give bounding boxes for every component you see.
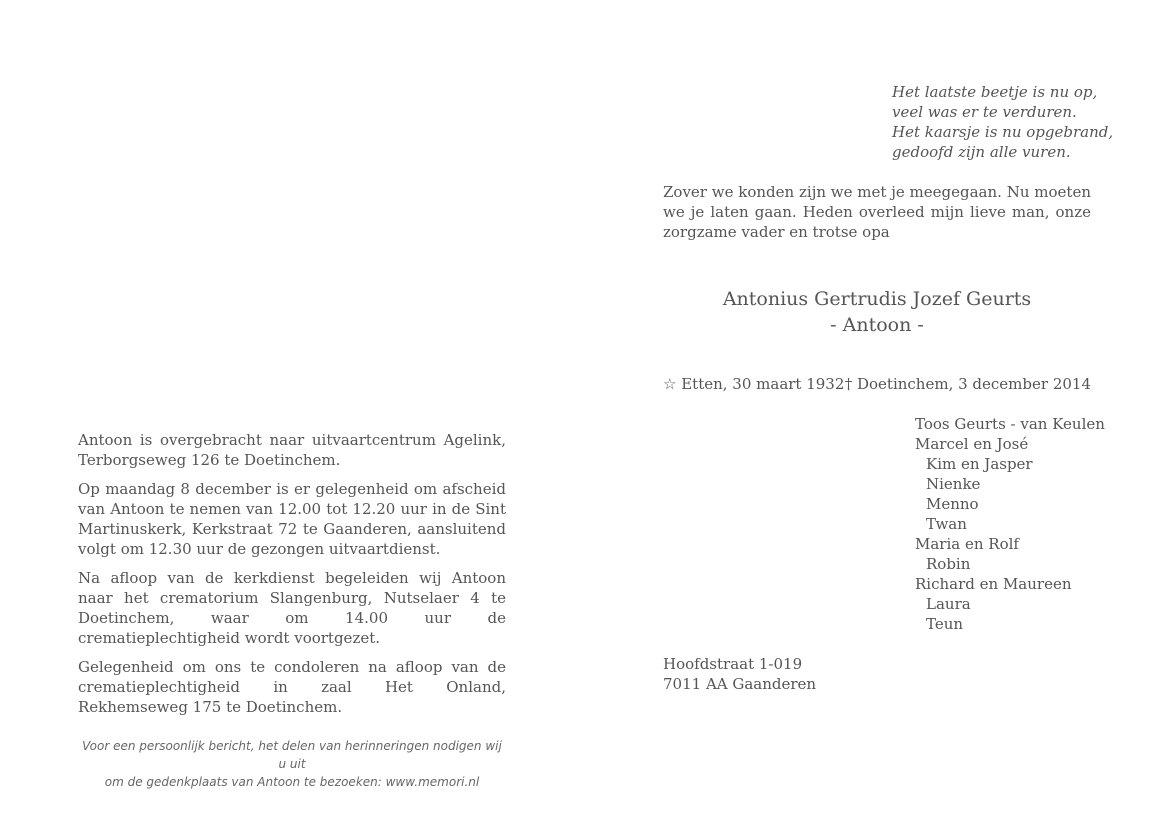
memori-note [78, 737, 506, 791]
family-member: Marcel en José [915, 435, 1029, 453]
right-page [663, 82, 1114, 694]
paragraph-viewing-location: Antoon is overgebracht naar uitvaartcentrum Agelink, Terborgseweg 126 te Doetinchem. [78, 431, 506, 469]
family-grandchild: Robin [926, 555, 971, 573]
family-grandchild: Nienke [926, 475, 981, 493]
family-member: Maria en Rolf [915, 535, 1019, 553]
address [663, 654, 1091, 694]
nickname: - Antoon - [830, 314, 924, 336]
family-grandchild: Teun [926, 615, 964, 633]
poem [892, 82, 1114, 162]
family-grandchild: Laura [926, 595, 971, 613]
paragraph-farewell-service: Op maandag 8 december is er gelegenheid om afscheid van Antoon te nemen van 12.00 tot 12.20 uur in de Sint Martinuskerk, Kerkstraat 72 te Gaanderen, aansluitend volgt om 12.30 uur de gezongen uitvaartdienst. [78, 480, 506, 558]
address-city: 7011 AA Gaanderen [663, 675, 817, 693]
birth-date: ☆ Etten, 30 maart 1932 [663, 375, 845, 393]
paragraph-condolences: Gelegenheid om ons te condoleren na afloop van de crematieplechtigheid in zaal Het Onland, Rekhemseweg 175 te Doetinchem. [78, 658, 506, 716]
poem-line: veel was er te verduren. [892, 103, 1077, 121]
memori-note-line: om de gedenkplaats van Antoon te bezoeken: www.memori.nl [104, 775, 480, 789]
intro-text: Zover we konden zijn we met je meegegaan. Nu moeten we je laten gaan. Heden overleed mijn lieve man, onze zorgzame vader en trotse opa [663, 183, 1091, 241]
dates-line [663, 374, 1091, 394]
death-date: † Doetinchem, 3 december 2014 [844, 375, 1091, 393]
left-page [78, 430, 506, 791]
paragraph-cremation: Na afloop van de kerkdienst begeleiden wij Antoon naar het crematorium Slangenburg, Nutselaer 4 te Doetinchem, waar om 14.00 uur de crematieplechtigheid wordt voortgezet. [78, 569, 506, 647]
memori-note-line: Voor een persoonlijk bericht, het delen van herinneringen nodigen wij u uit [82, 739, 502, 771]
full-name: Antonius Gertrudis Jozef Geurts [722, 288, 1032, 310]
deceased-name [663, 286, 1091, 338]
poem-line: Het laatste beetje is nu op, [892, 83, 1098, 101]
family-grandchild: Kim en Jasper [926, 455, 1033, 473]
poem-line: Het kaarsje is nu opgebrand, [892, 123, 1114, 141]
poem-line: gedoofd zijn alle vuren. [892, 143, 1071, 161]
family-member: Richard en Maureen [915, 575, 1072, 593]
family-member: Toos Geurts - van Keulen [915, 415, 1105, 433]
family-grandchild: Menno [926, 495, 979, 513]
family-grandchild: Twan [926, 515, 967, 533]
family-list [915, 414, 1169, 634]
address-street: Hoofdstraat 1-019 [663, 655, 803, 673]
